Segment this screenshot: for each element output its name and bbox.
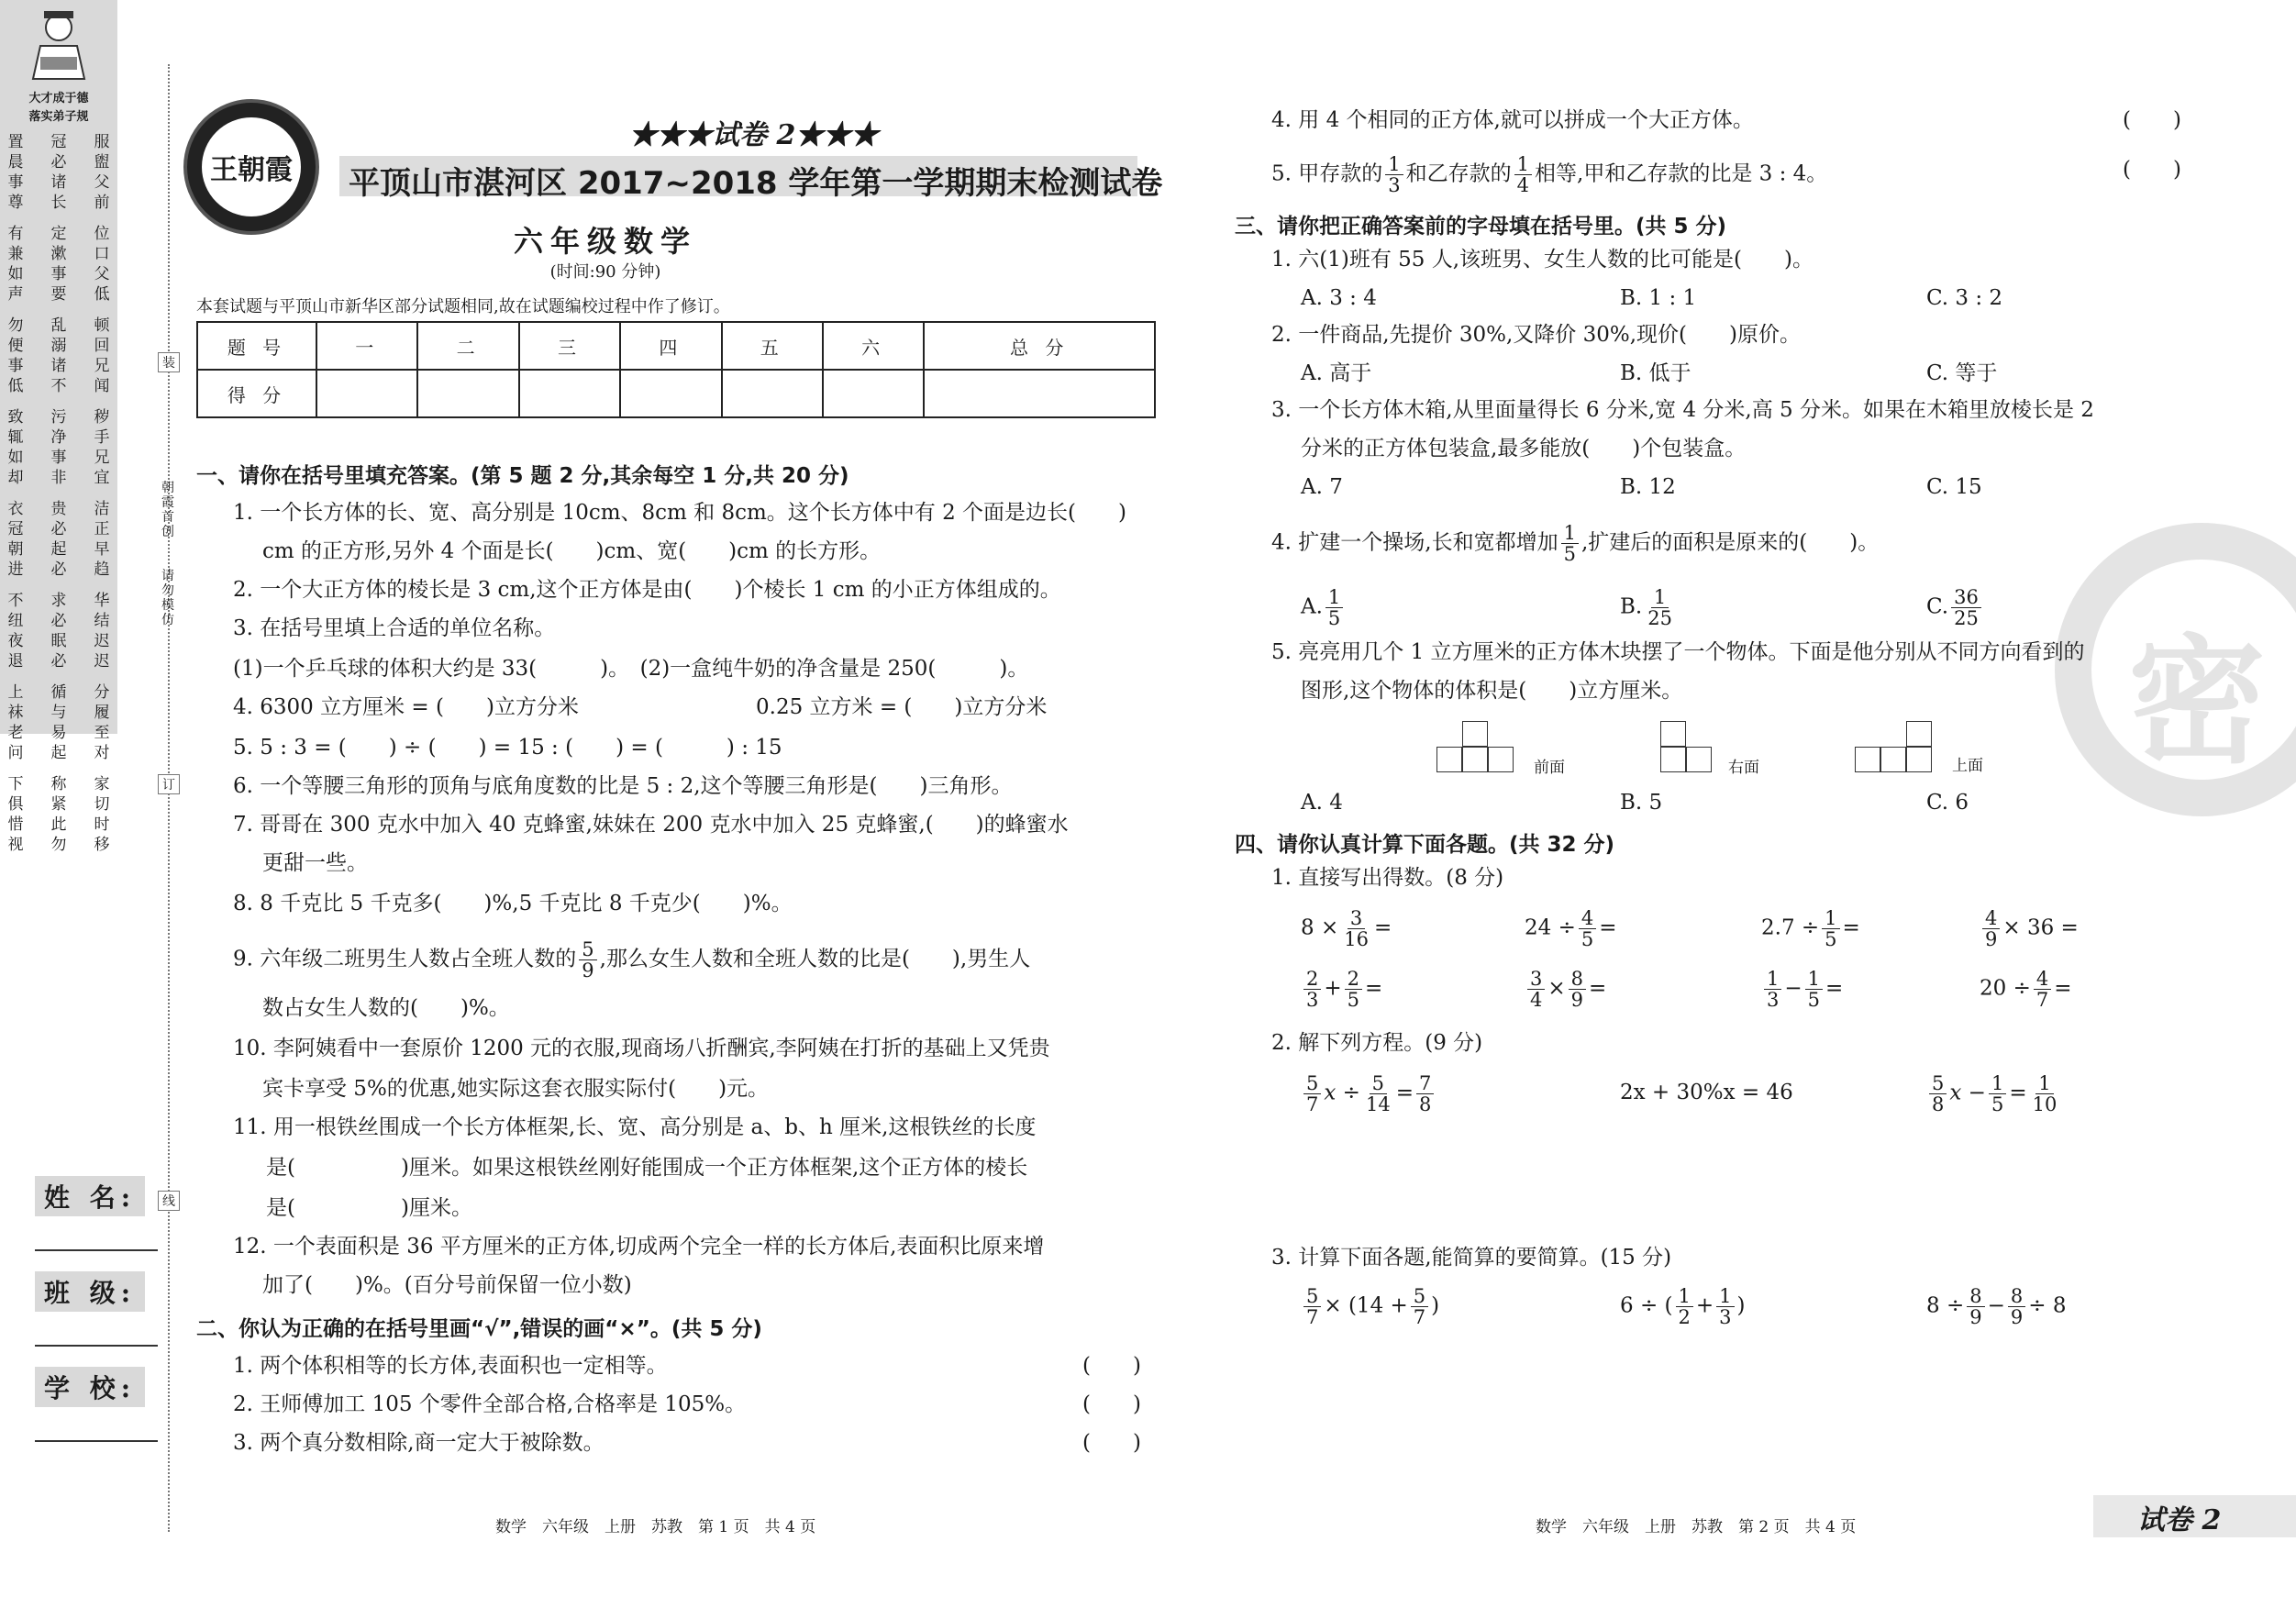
s3-q3-opt-a[interactable]: A. 7 <box>1301 475 1343 499</box>
s1-q4-b: 0.25 立方米 = ( )立方分米 <box>756 695 1048 719</box>
s3-q3-line1: 3. 一个长方体木箱,从里面量得长 6 分米,宽 4 分米,高 5 分米。如果在木箱里放棱长是 2 <box>1271 398 2094 422</box>
dizigui-column: 位 口 父 低 <box>94 225 110 304</box>
calc-1: 8 × $\frac{3}{16}$ = <box>1301 907 1392 950</box>
s1-q2: 2. 一个大正方体的棱长是 3 cm,这个正方体是由( )个棱长 1 cm 的小正方体组成的。 <box>233 578 1061 602</box>
denominator: 25 <box>1954 607 1979 629</box>
equation-2: 2x + 30%x = 46 <box>1620 1081 1793 1104</box>
fraction <box>1561 523 1579 564</box>
dizigui-block <box>6 774 112 855</box>
s2-q3-answer[interactable]: ( ) <box>1082 1431 1141 1455</box>
score-cell[interactable] <box>417 370 518 417</box>
s3-q5-opt-c[interactable]: C. 6 <box>1926 791 1969 815</box>
dizigui-column: 定 漱 事 要 <box>50 225 67 304</box>
calc-6: $\frac{3}{4}$ × $\frac{8}{9}$ = <box>1525 969 1606 1010</box>
dizigui-column: 华 结 迟 迟 <box>94 592 110 671</box>
s3-q4-opt-b[interactable] <box>1620 587 1678 628</box>
subject-title: 六年级数学 <box>513 224 697 259</box>
s3-q4-opt-a[interactable] <box>1301 587 1346 628</box>
s3-q1-opt-b[interactable]: B. 1 : 1 <box>1620 286 1697 310</box>
equation-1: $\frac{5}{7}$ x ÷ $\frac{5}{14}$ = $\frac{7}{8}$ <box>1301 1073 1436 1115</box>
s1-q10-line2: 宾卡享受 5%的优惠,她实际这套衣服实际付( )元。 <box>262 1077 770 1101</box>
score-cell[interactable] <box>823 370 924 417</box>
s2-q4: 4. 用 4 个相同的正方体,就可以拼成一个大正方体。 <box>1271 108 1754 132</box>
class-label: 班 级: <box>35 1271 145 1312</box>
denominator: 4 <box>1516 174 1530 196</box>
score-head-6: 六 <box>823 322 924 370</box>
exam-title: 平顶山市湛河区 2017~2018 学年第一学期期末检测试卷 <box>349 165 1163 202</box>
s3-q5-opt-a[interactable]: A. 4 <box>1301 791 1343 815</box>
score-table <box>196 321 1156 418</box>
s1-q5: 5. 5 : 3 = ( ) ÷ ( ) = 15 : ( ) = ( ) : 15 <box>233 736 782 760</box>
expression-3: 8 ÷ $\frac{8}{9}$ − $\frac{8}{9}$ ÷ 8 <box>1926 1285 2067 1328</box>
s3-q2-opt-c[interactable]: C. 等于 <box>1926 361 1998 385</box>
s1-q10-line1: 10. 李阿姨看中一套原价 1200 元的衣服,现商场八折酬宾,李阿姨在打折的基础上又凭贵 <box>233 1037 1050 1060</box>
s1-q11-line2: 是( )厘米。如果这根铁丝刚好能围成一个正方体框架,这个正方体的棱长 <box>266 1156 1028 1180</box>
side-tag-ding: 订 <box>158 774 180 794</box>
dizigui-column: 贵 必 起 必 <box>50 500 67 579</box>
dizigui-column: 乱 溺 诸 不 <box>50 316 67 395</box>
dizigui-column: 下 俱 惜 视 <box>7 775 24 854</box>
fraction <box>579 939 596 981</box>
denominator: 9 <box>582 959 594 981</box>
motto-line-1: 大才成于德 <box>28 92 89 105</box>
dizigui-column: 称 紧 此 勿 <box>50 775 67 854</box>
s2-q1-answer[interactable]: ( ) <box>1082 1354 1141 1378</box>
dizigui-column: 置 晨 事 尊 <box>7 133 24 212</box>
side-tag-xian: 线 <box>158 1191 180 1211</box>
score-cell[interactable] <box>620 370 721 417</box>
s1-q9-line1 <box>233 939 1030 981</box>
dizigui-column: 有 兼 如 声 <box>7 225 24 304</box>
s4-part3: 3. 计算下面各题,能简算的要简算。(15 分) <box>1271 1246 1672 1270</box>
motto-line-2: 落实弟子规 <box>28 110 89 124</box>
score-value-row <box>197 370 1155 417</box>
s2-q2-answer[interactable]: ( ) <box>1082 1392 1141 1416</box>
s3-q3-opt-c[interactable]: C. 15 <box>1926 475 1982 499</box>
revision-note: 本套试题与平顶山市新华区部分试题相同,故在试题编校过程中作了修订。 <box>196 297 730 316</box>
score-head-1: 一 <box>316 322 417 370</box>
s3-q4 <box>1271 523 1879 564</box>
s2-q1: 1. 两个体积相等的长方体,表面积也一定相等。 <box>233 1354 668 1378</box>
score-cell[interactable] <box>924 370 1155 417</box>
s2-q5 <box>1271 154 1827 195</box>
side-tag-zhuang: 装 <box>158 352 180 372</box>
score-row-label: 得 分 <box>197 370 316 417</box>
numerator: 1 <box>1561 523 1579 544</box>
s3-q4-pre: 4. 扩建一个操场,长和宽都增加 <box>1271 530 1558 555</box>
calc-2: 24 ÷ $\frac{4}{5}$ = <box>1525 907 1617 950</box>
dizigui-block <box>6 499 112 580</box>
denominator: 5 <box>1327 607 1341 629</box>
s3-q1-opt-c[interactable]: C. 3 : 2 <box>1926 286 2003 310</box>
s1-q3: 3. 在括号里填上合适的单位名称。 <box>233 616 556 640</box>
score-cell[interactable] <box>519 370 620 417</box>
section-4-heading: 四、请你认真计算下面各题。(共 32 分) <box>1235 833 1615 857</box>
logo-text: 王朝霞 <box>202 117 301 216</box>
s2-q5-answer[interactable]: ( ) <box>2123 158 2181 182</box>
calc-7: $\frac{1}{3}$ − $\frac{1}{5}$ = <box>1761 969 1843 1010</box>
s3-q4-post: ,扩建后的面积是原来的( )。 <box>1581 530 1880 555</box>
denominator: 5 <box>1563 543 1576 565</box>
name-line[interactable] <box>35 1249 158 1251</box>
s3-q2-opt-a[interactable]: A. 高于 <box>1301 361 1372 385</box>
dizigui-block <box>6 682 112 763</box>
dizigui-column: 洁 正 早 趋 <box>94 500 110 579</box>
s3-q5-opt-b[interactable]: B. 5 <box>1620 791 1663 815</box>
equation-3: $\frac{5}{8}$ x − $\frac{1}{5}$ = $\frac{1}{10}$ <box>1926 1073 2062 1115</box>
section-2-heading: 二、你认为正确的在括号里画“√”,错误的画“×”。(共 5 分) <box>196 1317 762 1341</box>
s1-q1-line1: 1. 一个长方体的长、宽、高分别是 10cm、8cm 和 8cm。这个长方体中有 2 个面是边长( ) <box>233 501 1126 525</box>
expression-1: $\frac{5}{7}$ × (14 + $\frac{5}{7}$ ) <box>1301 1286 1439 1327</box>
dizigui-column: 顿 回 兄 闻 <box>94 316 110 395</box>
numerator: 36 <box>1951 587 1981 608</box>
side-note-2: 请 勿 模 仿 <box>161 569 174 627</box>
class-line[interactable] <box>35 1345 158 1347</box>
dizigui-column: 求 必 眠 必 <box>50 592 67 671</box>
s1-q12-line2: 加了( )%。(百分号前保留一位小数) <box>262 1273 632 1297</box>
calc-4: $\frac{4}{9}$ × 36 = <box>1980 908 2079 949</box>
fraction <box>1385 154 1403 195</box>
s1-q7-line2: 更甜一些。 <box>262 851 368 875</box>
option-letter: C. <box>1926 594 1949 619</box>
score-head-3: 三 <box>519 322 620 370</box>
denominator: 25 <box>1647 607 1672 629</box>
score-head-4: 四 <box>620 322 721 370</box>
dizigui-column: 上 袜 老 问 <box>7 683 24 762</box>
dizigui-column: 循 与 易 起 <box>50 683 67 762</box>
section-3-heading: 三、请你把正确答案前的字母填在括号里。(共 5 分) <box>1235 215 1727 238</box>
s2-q5-pre: 5. 甲存款的 <box>1271 161 1383 186</box>
score-head-label: 题 号 <box>197 322 316 370</box>
binding-strip <box>0 0 117 854</box>
s3-q1: 1. 六(1)班有 55 人,该班男、女生人数的比可能是( )。 <box>1271 248 1814 272</box>
s3-q3-opt-b[interactable]: B. 12 <box>1620 475 1676 499</box>
publisher-logo <box>183 99 319 235</box>
s3-q4-opt-c[interactable] <box>1926 587 1984 628</box>
score-cell[interactable] <box>722 370 823 417</box>
time-limit: (时间:90 分钟) <box>549 262 661 282</box>
dizigui-column: 勿 便 事 低 <box>7 316 24 395</box>
s1-q9-line2: 数占女生人数的( )%。 <box>262 996 510 1020</box>
calc-8: 20 ÷ $\frac{4}{7}$ = <box>1980 968 2072 1011</box>
s2-q2: 2. 王师傅加工 105 个零件全部合格,合格率是 105%。 <box>233 1392 747 1416</box>
confidential-stamp: 密 <box>2055 523 2296 816</box>
s3-q3-line2: 分米的正方体包装盒,最多能放( )个包装盒。 <box>1301 437 1747 460</box>
numerator: 1 <box>1651 587 1669 608</box>
s1-q6: 6. 一个等腰三角形的顶角与底角度数的比是 5 : 2,这个等腰三角形是( )三角形。 <box>233 774 1013 798</box>
school-label: 学 校: <box>35 1367 145 1407</box>
fraction <box>1514 154 1532 195</box>
s1-q9-post: ,那么女生人数和全班人数的比是( ),男生人 <box>599 947 1031 971</box>
expression-2: 6 ÷ ( $\frac{1}{2}$ + $\frac{1}{3}$ ) <box>1620 1285 1746 1328</box>
numerator: 1 <box>1325 587 1343 608</box>
s4-part1: 1. 直接写出得数。(8 分) <box>1271 866 1504 890</box>
option-letter: A. <box>1301 594 1323 619</box>
side-note-1: 朝 霞 首 创 <box>161 481 174 539</box>
fraction <box>1325 587 1343 628</box>
calc-5: $\frac{2}{3}$ + $\frac{2}{5}$ = <box>1301 969 1382 1010</box>
s3-q5-line1: 5. 亮亮用几个 1 立方厘米的正方体木块摆了一个物体。下面是他分别从不同方向看到的 <box>1271 640 2085 664</box>
denominator: 3 <box>1388 174 1401 196</box>
numerator: 1 <box>1385 154 1403 175</box>
school-line[interactable] <box>35 1440 158 1442</box>
section-1-heading: 一、请你在括号里填充答案。(第 5 题 2 分,其余每空 1 分,共 20 分) <box>196 464 849 488</box>
view-front-label: 前面 <box>1534 759 1565 777</box>
dizigui-column: 污 净 事 非 <box>50 408 67 487</box>
s1-q7-line1: 7. 哥哥在 300 克水中加入 40 克蜂蜜,妹妹在 200 克水中加入 25 克蜂蜜,( )的蜂蜜水 <box>233 813 1069 837</box>
s4-part2: 2. 解下列方程。(9 分) <box>1271 1031 1483 1055</box>
paper-badge-text: 试卷 2 <box>2137 1504 2222 1536</box>
s1-q9-pre: 9. 六年级二班男生人数占全班人数的 <box>233 947 577 971</box>
s2-q5-mid: 和乙存款的 <box>1405 161 1512 186</box>
dizigui-column: 不 纽 夜 退 <box>7 592 24 671</box>
page-footer-left: 数学 六年级 上册 苏教 第 1 页 共 4 页 <box>495 1518 816 1536</box>
dizigui-block <box>6 132 112 213</box>
numerator: 5 <box>579 939 596 960</box>
s1-q12-line1: 12. 一个表面积是 36 平方厘米的正方体,切成两个完全一样的长方体后,表面积比原来增 <box>233 1235 1045 1259</box>
s3-q5-line2: 图形,这个物体的体积是( )立方厘米。 <box>1301 679 1683 703</box>
paper-number: ★★★试卷 2★★★ <box>629 119 879 151</box>
s1-q4-a: 4. 6300 立方厘米 = ( )立方分米 <box>233 695 579 719</box>
s1-q1-line2: cm 的正方形,另外 4 个面是长( )cm、宽( )cm 的长方形。 <box>262 539 882 563</box>
student-illustration <box>13 6 105 84</box>
score-head-5: 五 <box>722 322 823 370</box>
dizigui-block <box>6 407 112 488</box>
s3-q1-opt-a[interactable]: A. 3 : 4 <box>1301 286 1377 310</box>
score-head-total: 总 分 <box>924 322 1155 370</box>
fraction <box>1951 587 1981 628</box>
dizigui-column: 衣 冠 朝 进 <box>7 500 24 579</box>
s2-q3: 3. 两个真分数相除,商一定大于被除数。 <box>233 1431 605 1455</box>
s3-q2: 2. 一件商品,先提价 30%,又降价 30%,现价( )原价。 <box>1271 323 1801 347</box>
score-cell[interactable] <box>316 370 417 417</box>
s2-q4-answer[interactable]: ( ) <box>2123 108 2181 132</box>
calc-3: 2.7 ÷ $\frac{1}{5}$ = <box>1761 907 1860 950</box>
score-header-row <box>197 322 1155 370</box>
s3-q2-opt-b[interactable]: B. 低于 <box>1620 361 1691 385</box>
name-label: 姓 名: <box>35 1176 145 1216</box>
dizigui-block <box>6 316 112 396</box>
fraction <box>1645 587 1675 628</box>
s1-q3-sub: (1)一个乒乓球的体积大约是 33( )。 (2)一盒纯牛奶的净含量是 250( )。 <box>233 657 1029 681</box>
s1-q11-line3: 是( )厘米。 <box>266 1196 472 1220</box>
view-top-label: 上面 <box>1952 757 1983 775</box>
view-right-label: 右面 <box>1728 759 1759 777</box>
option-letter: B. <box>1620 594 1643 619</box>
score-head-2: 二 <box>417 322 518 370</box>
s1-q8: 8. 8 千克比 5 千克多( )%,5 千克比 8 千克少( )%。 <box>233 892 793 915</box>
dizigui-column: 致 辄 如 却 <box>7 408 24 487</box>
numerator: 1 <box>1514 154 1532 175</box>
dizigui-column: 服 盥 父 前 <box>94 133 110 212</box>
binding-line <box>168 64 170 1532</box>
s1-q11-line1: 11. 用一根铁丝围成一个长方体框架,长、宽、高分别是 a、b、h 厘米,这根铁丝的长度 <box>233 1115 1037 1139</box>
dizigui-column: 分 履 至 对 <box>94 683 110 762</box>
dizigui-column: 家 切 时 移 <box>94 775 110 854</box>
s2-q5-post: 相等,甲和乙存款的比是 3 : 4。 <box>1535 161 1828 186</box>
dizigui-block <box>6 591 112 671</box>
dizigui-column: 秽 手 兄 宜 <box>94 408 110 487</box>
page-footer-right: 数学 六年级 上册 苏教 第 2 页 共 4 页 <box>1536 1518 1857 1536</box>
dizigui-column: 冠 必 诸 长 <box>50 133 67 212</box>
